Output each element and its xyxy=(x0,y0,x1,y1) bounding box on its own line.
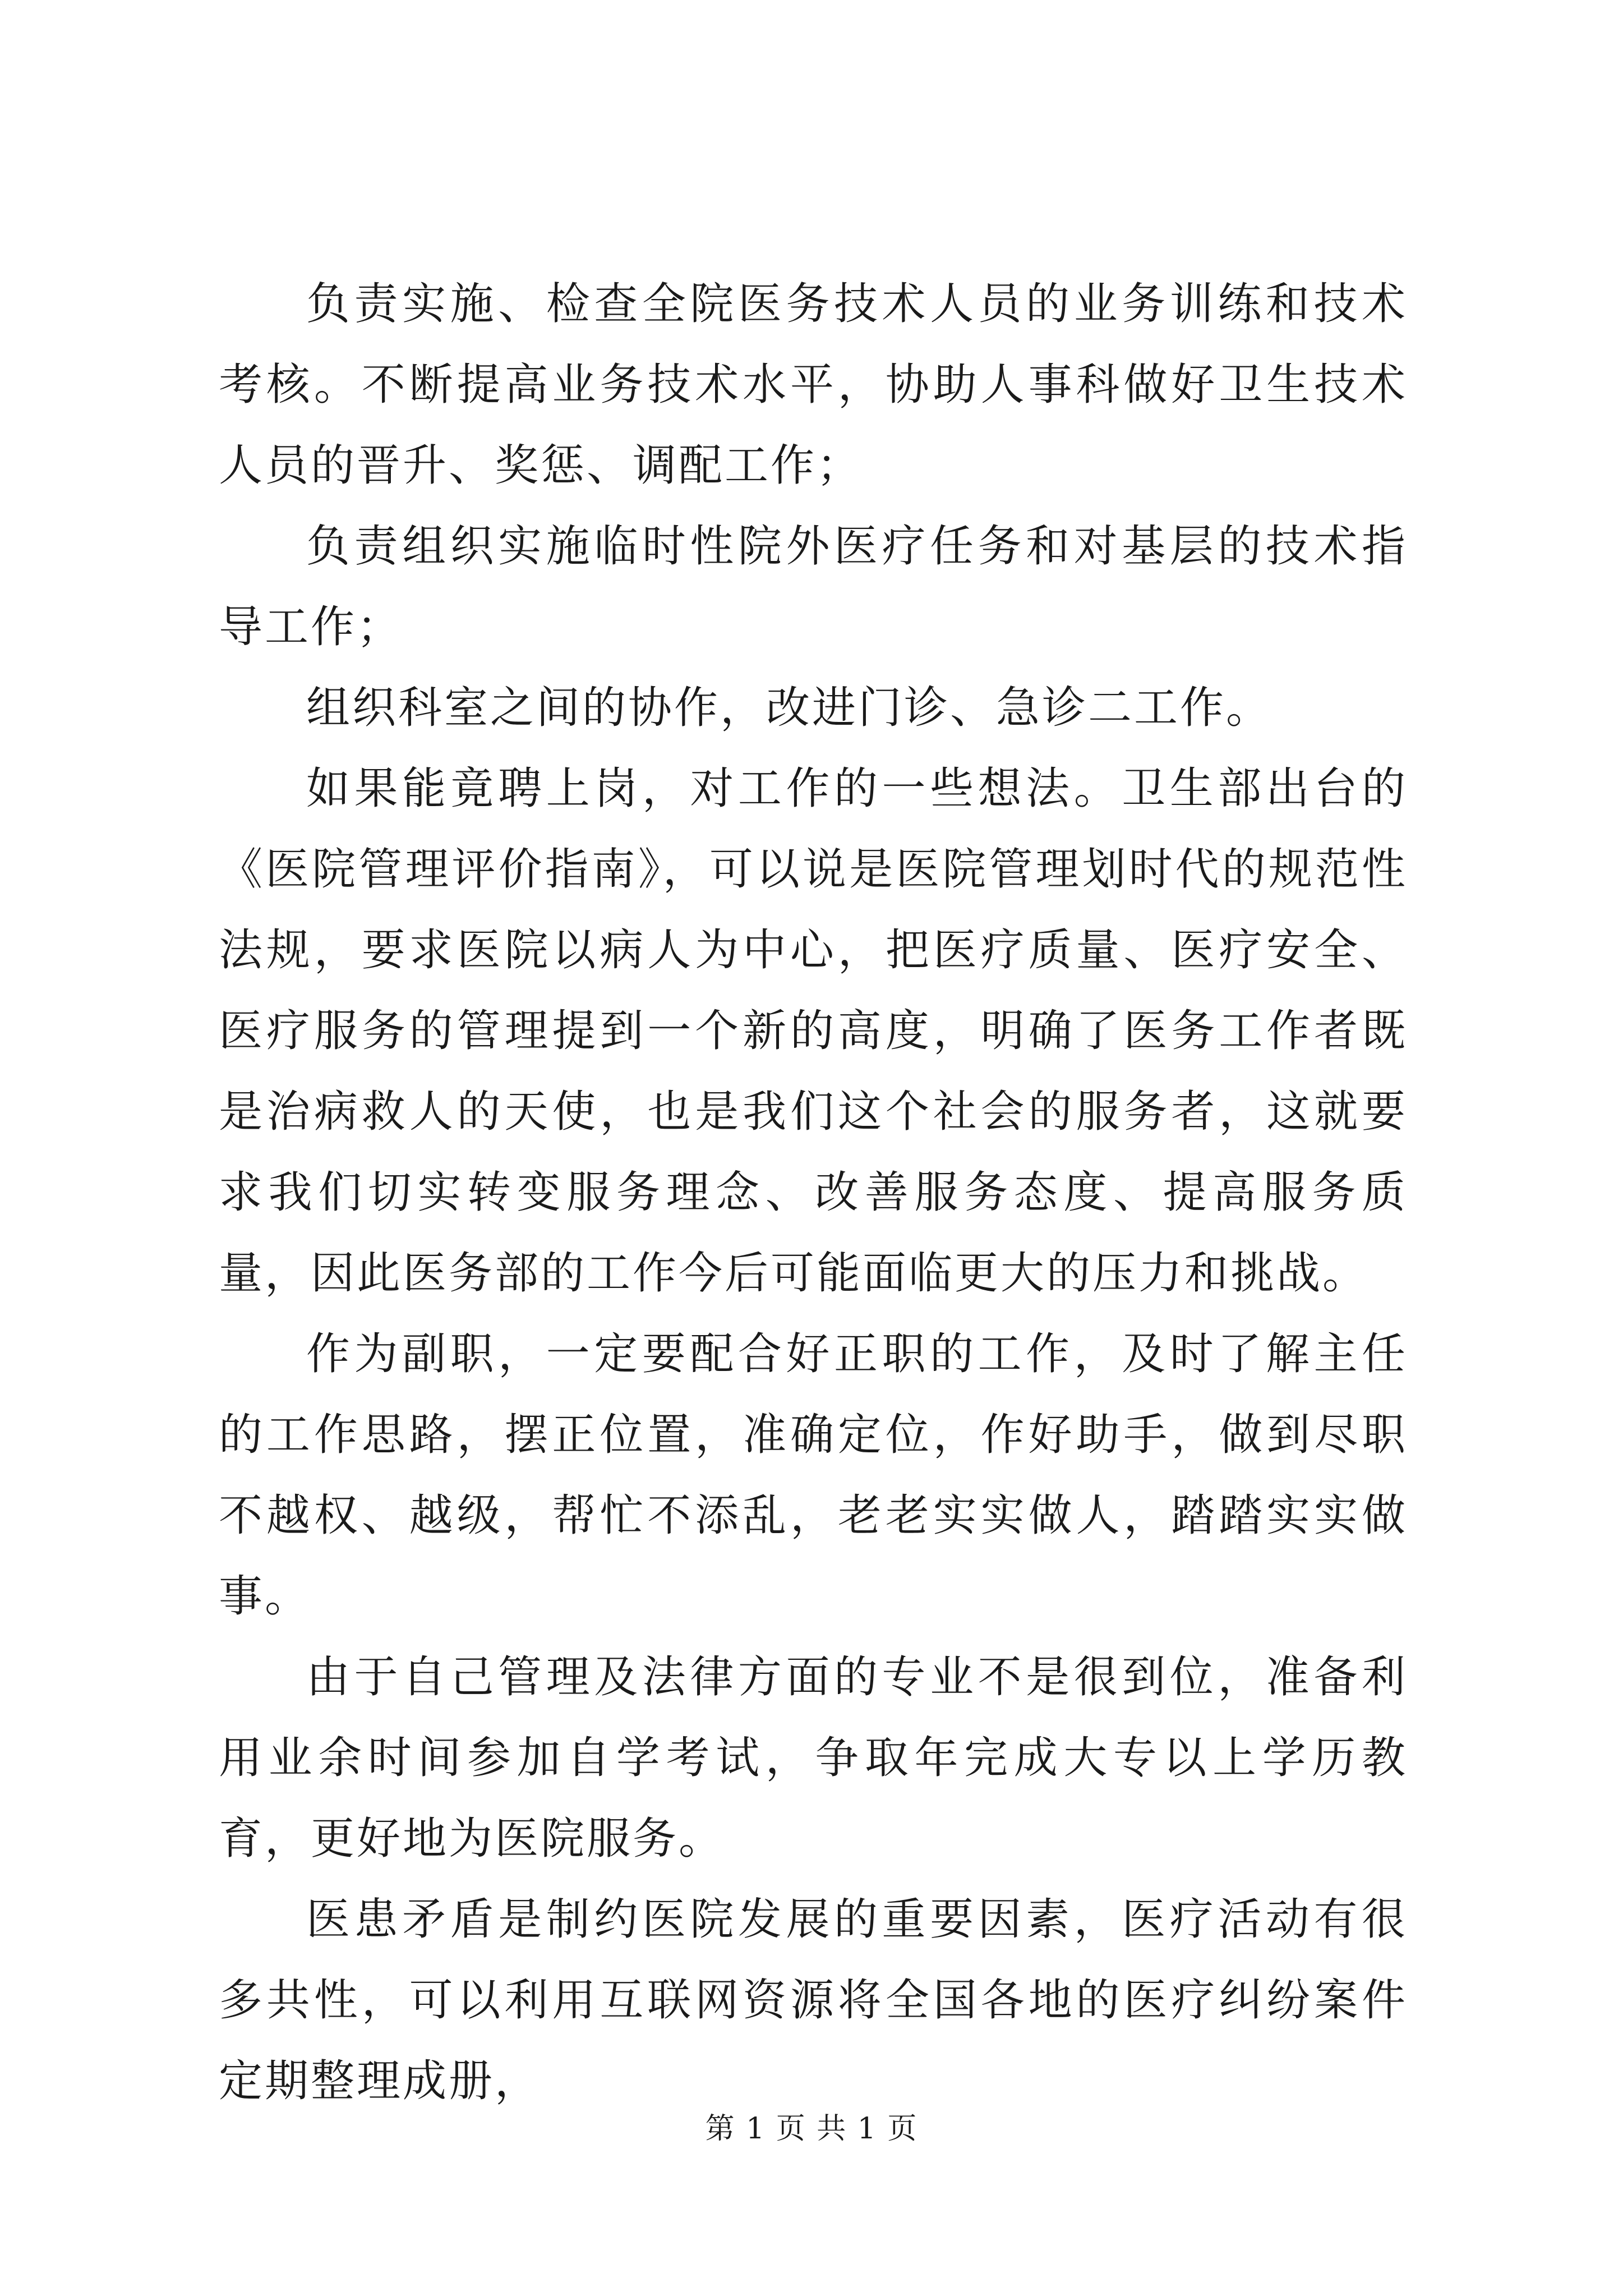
paragraph-1: 负责实施、检查全院医务技术人员的业务训练和技术考核。不断提高业务技术水平，协助人事科做好卫生技术人员的晋升、奖惩、调配工作； xyxy=(219,279,1408,491)
document-body xyxy=(219,264,1408,2122)
paragraph-2: 负责组织实施临时性院外医疗任务和对基层的技术指导工作； xyxy=(219,521,1408,652)
page-footer: 第 1 页 共 1 页 xyxy=(705,2112,918,2146)
paragraph-7: 医患矛盾是制约医院发展的重要因素，医疗活动有很多共性，可以利用互联网资源将全国各地的医疗纠纷案件定期整理成册， xyxy=(219,1894,1408,2106)
paragraph-5: 作为副职，一定要配合好正职的工作，及时了解主任的工作思路，摆正位置，准确定位，作好助手，做到尽职不越权、越级，帮忙不添乱，老老实实做人，踏踏实实做事。 xyxy=(219,1329,1408,1622)
paragraph-3: 组织科室之间的协作，改进门诊、急诊二工作。 xyxy=(306,683,1272,733)
paragraph-4: 如果能竟聘上岗，对工作的一些想法。卫生部出台的《医院管理评价指南》，可以说是医院管理划时代的规范性法规，要求医院以病人为中心，把医疗质量、医疗安全、医疗服务的管理提到一个新的高度，明确了医务工作者既是治病救人的天使，也是我们这个社会的服务者，这就要求我们切实转变服务理念、改善服务态度、提高服务质量，因此医务部的工作今后可能面临更大的压力和挑战。 xyxy=(219,763,1408,1299)
paragraph-6: 由于自己管理及法律方面的专业不是很到位，准备利用业余时间参加自学考试，争取年完成大专以上学历教育，更好地为医院服务。 xyxy=(219,1652,1408,1864)
